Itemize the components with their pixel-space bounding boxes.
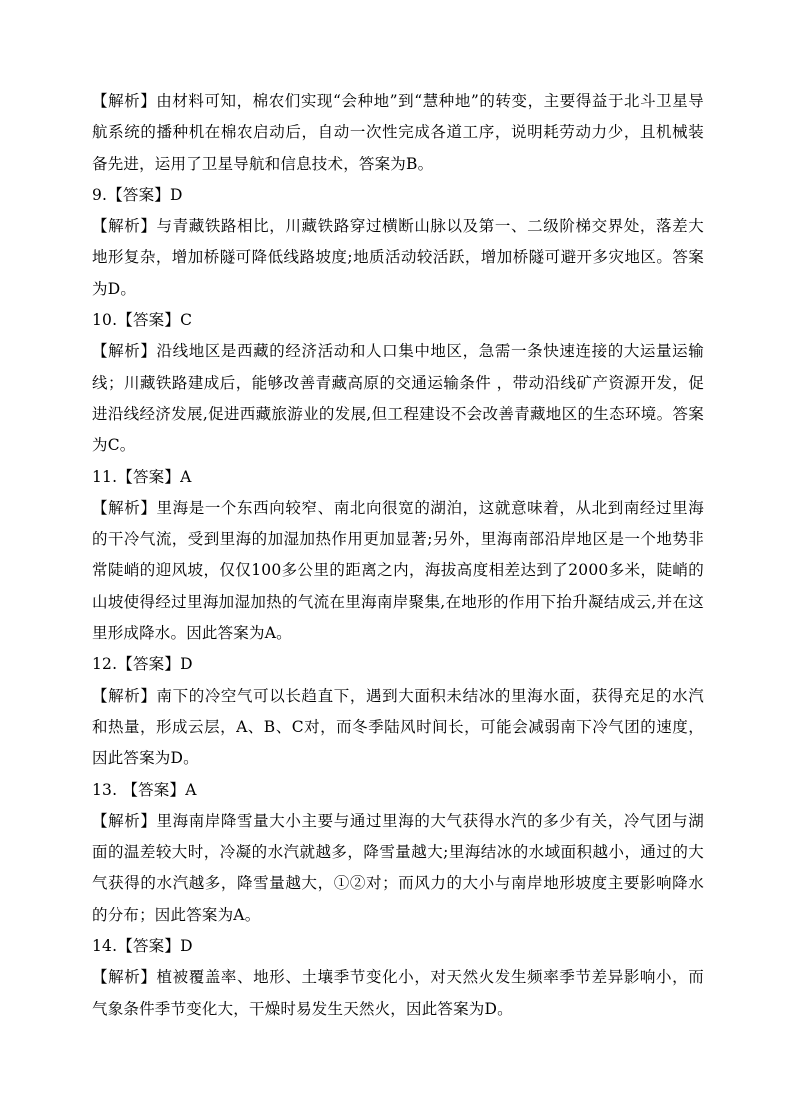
analysis-tag: 【解析】 (92, 92, 157, 110)
analysis-paragraph (92, 211, 704, 305)
analysis-text: 南下的冷空气可以长趋直下，遇到大面积未结冰的里海水面，获得充足的水汽和热量，形成云层，A、B、C对，而冬季陆风时间长，可能会减弱南下冷气团的速度，因此答案为D。 (92, 686, 704, 768)
analysis-text: 里海南岸降雪量大小主要与通过里海的大气获得水汽的多少有关，冷气团与湖面的温差较大时，冷凝的水汽就越多，降雪量越大;里海结冰的水域面积越小，通过的大气获得的水汽越多，降雪量越大，①②对；而风力的大小与南岸地形坡度主要影响降水的分布；因此答案为A。 (92, 811, 704, 924)
document-page (92, 86, 704, 1025)
answer-value: C (180, 311, 193, 330)
analysis-tag: 【解析】 (92, 217, 157, 236)
analysis-tag: 【解析】 (92, 686, 157, 705)
analysis-tag: 【解析】 (92, 811, 157, 830)
answer-line (92, 775, 704, 806)
answer-line (92, 931, 704, 962)
analysis-paragraph (92, 493, 704, 649)
answer-value: D (180, 937, 193, 956)
analysis-text: 里海是一个东西向较窄、南北向很宽的湖泊，这就意味着，从北到南经过里海的干冷气流，受到里海的加湿加热作用更加显著;另外，里海南部沿岸地区是一个地势非常陡峭的迎风坡，仅仅100多公里的距离之内，海拔高度相差达到了2000多米，陡峭的山坡使得经过里海加湿加热的气流在里海南岸聚集,在地形的作用下抬升凝结成云,并在这里形成降水。因此答案为A。 (92, 498, 704, 643)
analysis-text: 由材料可知，棉农们实现“会种地”到“慧种地”的转变，主要得益于北斗卫星导航系统的播种机在棉农启动后，自动一次性完成各道工序，说明耗劳动力少，且机械装备先进，运用了卫星导航和信息技术，答案为B。 (92, 92, 704, 173)
analysis-paragraph (92, 336, 704, 461)
analysis-text: 与青藏铁路相比，川藏铁路穿过横断山脉以及第一、二级阶梯交界处，落差大地形复杂，增加桥隧可降低线路坡度;地质活动较活跃，增加桥隧可避开多灾地区。答案为D。 (92, 217, 704, 298)
analysis-tag: 【解析】 (92, 498, 157, 517)
answer-value: D (180, 655, 193, 674)
answer-tag: 9.【答案】 (92, 185, 170, 204)
answer-value: D (170, 185, 183, 204)
analysis-tag: 【解析】 (92, 968, 157, 987)
analysis-paragraph (92, 806, 704, 931)
answer-line (92, 649, 704, 680)
answer-line (92, 462, 704, 493)
answer-tag: 10.【答案】 (92, 311, 181, 330)
answer-line (92, 305, 704, 336)
analysis-text: 沿线地区是西藏的经济活动和人口集中地区，急需一条快速连接的大运量运输线；川藏铁路建成后，能够改善青藏高原的交通运输条件 ，带动沿线矿产资源开发，促进沿线经济发展,促进西藏旅游业的发展,但工程建设不会改善青藏地区的生态环境。答案为C。 (92, 342, 704, 455)
analysis-paragraph (92, 86, 704, 180)
answer-tag: 13. 【答案】 (92, 780, 186, 799)
analysis-tag: 【解析】 (92, 342, 157, 361)
analysis-paragraph (92, 681, 704, 775)
answer-line (92, 180, 704, 211)
analysis-paragraph (92, 962, 704, 1025)
answer-tag: 14.【答案】 (92, 937, 181, 956)
answer-tag: 11.【答案】 (92, 467, 181, 486)
answer-value: A (180, 467, 192, 486)
analysis-text: 植被覆盖率、地形、土壤季节变化小，对天然火发生频率季节差异影响小，而气象条件季节变化大，干燥时易发生天然火，因此答案为D。 (92, 968, 704, 1018)
answer-value: A (185, 780, 197, 799)
answer-tag: 12.【答案】 (92, 655, 181, 674)
